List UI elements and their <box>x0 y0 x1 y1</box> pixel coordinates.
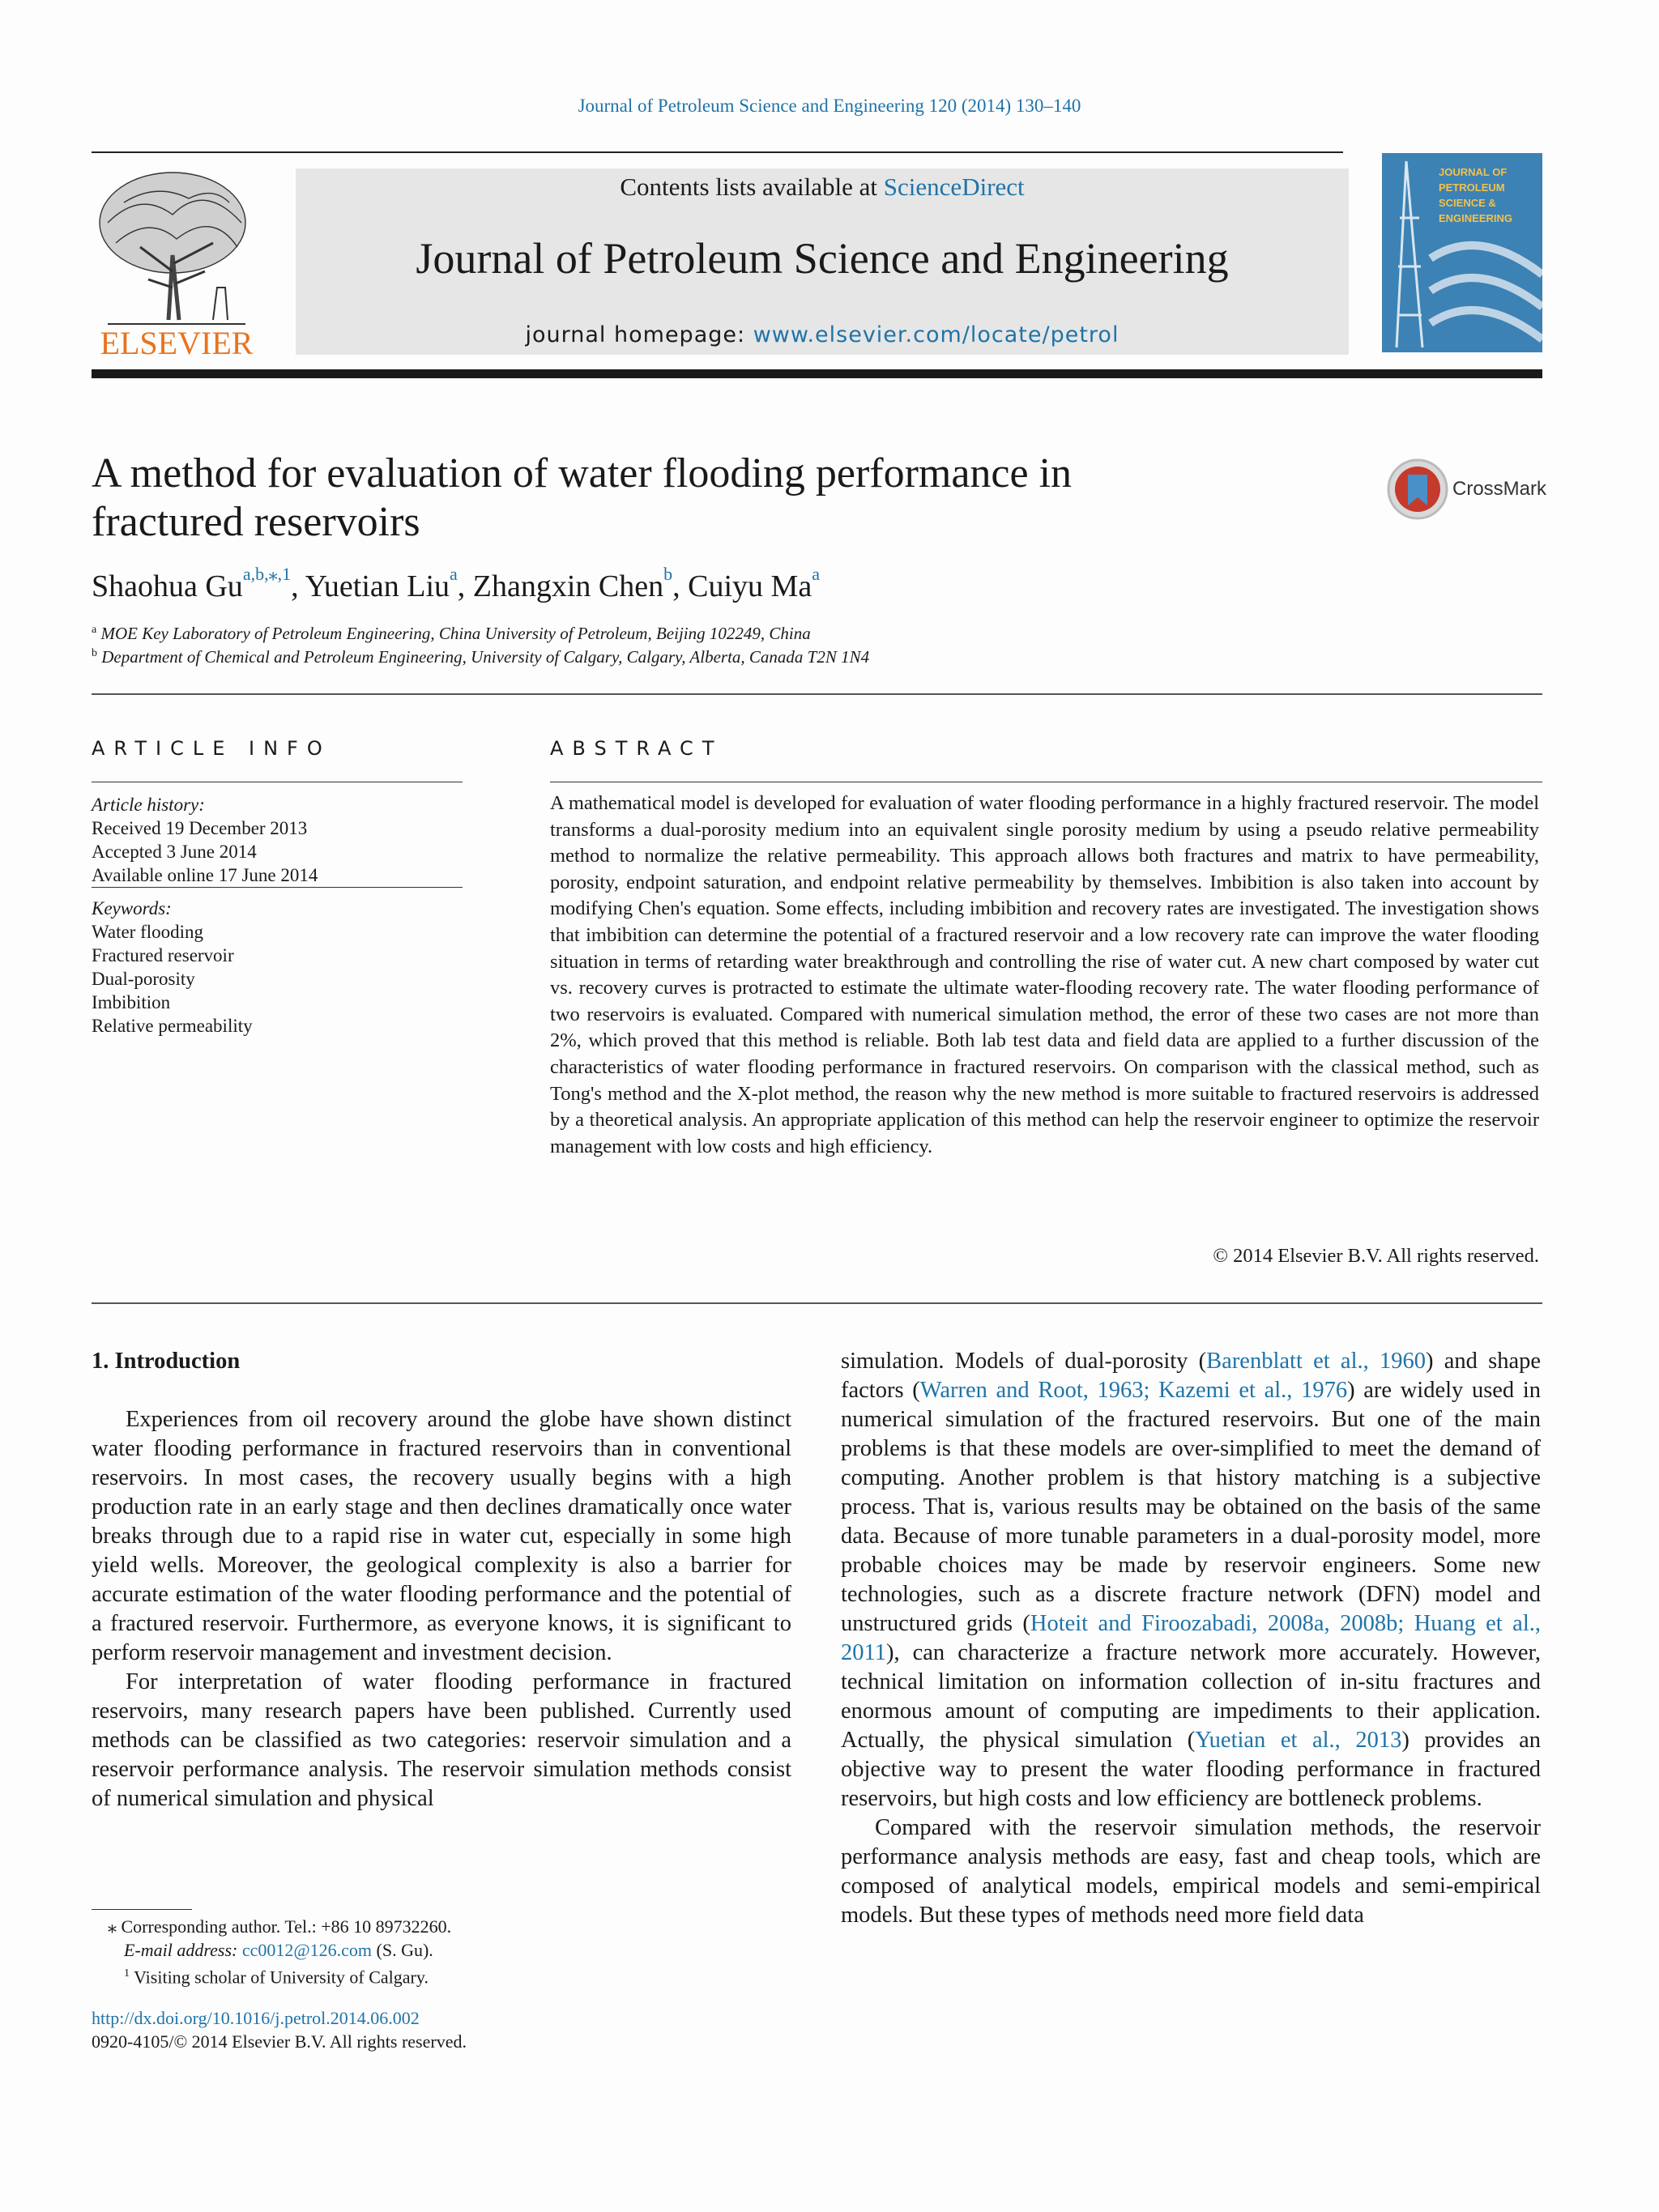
author[interactable]: Shaohua $Gu^{a,b,⁎,1}$, <box>92 564 305 603</box>
affiliation-b <box>92 647 869 667</box>
reference-link[interactable]: Warren and Root, 1963; Kazemi et al., 1976 <box>919 1378 1348 1403</box>
title-line-1: A method for evaluation of water flooding performance in <box>92 450 1073 497</box>
footnote-corresponding: ⁎ Corresponding author. Tel.: +86 10 89732260. <box>108 1916 452 1937</box>
reference-link[interactable]: Hoteit and Firoozabadi, 2008a, 2008b; Huang et al., 2011 <box>841 1611 1541 1665</box>
affiliation-a <box>92 624 811 644</box>
cover-text: JOURNAL OF PETROLEUM SCIENCE & ENGINEERING <box>1439 166 1513 224</box>
contents-line <box>296 168 1349 206</box>
homepage-link[interactable]: www.elsevier.com/locate/petrol <box>753 322 1120 347</box>
issn-line: 0920-4105/© 2014 Elsevier B.V. All rights reserved. <box>92 2031 467 2052</box>
article-info-heading: ARTICLE INFO <box>92 737 331 760</box>
accepted-date: Accepted 3 June 2014 <box>92 842 257 862</box>
homepage-prefix: journal homepage: <box>525 322 753 347</box>
affiliation-mark: b <box>92 647 97 659</box>
journal-homepage <box>296 322 1349 347</box>
intro-paragraph: Compared with the reservoir simulation methods, the reservoir performance analysis methods are easy, fast and cheap tools, which are composed of analytical models, empirical models and semi-empirical models. But these types of methods need more field data <box>841 1815 1541 1928</box>
publisher-logo-text: ELSEVIER <box>100 325 254 360</box>
elsevier-logo <box>92 166 262 360</box>
author[interactable]: Cuiyu Ma$^a$ <box>688 564 820 603</box>
author[interactable]: Yuetian Liu$^a$, <box>305 564 473 603</box>
email-link[interactable]: cc0012@126.com <box>241 1940 373 1960</box>
reference-link[interactable]: Barenblatt et al., 1960 <box>1206 1349 1426 1374</box>
affiliation-text: Department of Chemical and Petroleum Engineering, University of Calgary, Calgary, Alberta, Canada T2N 1N4 <box>101 647 870 667</box>
journal-banner <box>296 168 1349 355</box>
doi-link[interactable]: http://dx.doi.org/10.1016/j.petrol.2014.06.002 <box>92 2008 420 2029</box>
divider <box>92 693 1542 695</box>
article-title <box>92 450 1209 547</box>
online-date: Available online 17 June 2014 <box>92 865 318 885</box>
elsevier-tree-icon <box>92 166 262 360</box>
author-affiliation-mark[interactable]: b <box>663 564 673 584</box>
contents-prefix: Contents lists available at <box>620 173 884 201</box>
abstract-copyright: © 2014 Elsevier B.V. All rights reserved. <box>1213 1245 1539 1267</box>
header-rule <box>92 151 1343 153</box>
intro-paragraph: For interpretation of water flooding performance in fractured reservoirs, many research papers have been published. Currently used methods can be classified as two categories: reservoir simulation and a reservoir performance analysis. The reservoir simulation methods consist of numerical simulation and physical <box>92 1669 791 1811</box>
journal-cover-thumbnail[interactable] <box>1382 153 1542 352</box>
author[interactable]: Zhangxin Chen$^b$, <box>472 564 689 603</box>
crossmark-badge[interactable] <box>1387 457 1547 523</box>
author-list <box>92 564 820 604</box>
journal-citation[interactable]: Journal of Petroleum Science and Engineering 120 (2014) 130–140 <box>578 96 1081 116</box>
abstract-text: A mathematical model is developed for evaluation of water flooding performance in a highly fractured reservoir. The model transforms a dual-porosity medium into an equivalent single porosity medium by using a pseudo relative permeability method to normalize the relative permeability. This approach allows both fractures and matrix to have permeability, porosity, endpoint saturation, and endpoint relative permeability by themselves. Imbibition is also taken into account by modifying Chen's equation. Some effects, including imbibition and recovery rates are investigated. The investigation shows that imbibition can determine the potential of a fractured reservoir and a low recovery rate can improve the water flooding situation in terms of retarding water breakthrough and controlling the rise of water cut. A new chart composed by water cut vs. recovery curves is protracted to estimate the ultimate water-flooding recovery rate. The water flooding performance of two reservoirs is evaluated. Compared with numerical simulation method, the error of these two cases are not more than 2%, which proved that this method is reliable. Both lab test data and field data are applied to a further discussion of the characteristics of water flooding performance in fractured reservoirs. On comparison with the classical method, such as Tong's method and the X-plot method, the reason why the new method is more suitable to fractured reservoirs is addressed by a theoretical analysis. An appropriate application of this method can help the reservoir engineer to optimize the reservoir management with low costs and high efficiency. <box>550 792 1539 1157</box>
footnote-visiting: $^1$ Visiting scholar of University of Calgary. <box>124 1967 429 1988</box>
keyword: Relative permeability <box>92 1016 253 1036</box>
keyword: Dual-porosity <box>92 969 195 989</box>
keyword: Imbibition <box>92 992 171 1012</box>
footnote-rule <box>92 1909 192 1910</box>
affiliation-mark: a <box>92 624 97 636</box>
right-column <box>841 1347 1541 1930</box>
journal-title: Journal of Petroleum Science and Engineering <box>416 234 1229 283</box>
divider <box>92 1302 1542 1304</box>
article-info-panel <box>92 782 463 1038</box>
author-affiliation-mark[interactable]: a <box>450 564 458 584</box>
intro-paragraph: simulation. Models of dual-porosity (Barenblatt et al., 1960) and shape factors (Warren and Root, 1963; Kazemi et al., 1976) are widely used in numerical simulation of the fractured reservoirs. But one of the main problems is that these models are over-simplified to meet the demand of computing. Another problem is that history matching is a subjective process. That is, various results may be obtained on the basis of the same data. Because of more tunable parameters in a dual-porosity model, more probable choices may be made by reservoir engineers. Some new technologies, such as a discrete fracture network (DFN) model and unstructured grids (Hoteit and Firoozabadi, 2008a, 2008b; Huang et al., 2011), can characterize a fracture network more accurately. However, technical limitation on information collection of in-situ fractures and enormous amount of computing are impediments to their application. Actually, the physical simulation (Yuetian et al., 2013) provides an objective way to present the water flooding performance in fractured reservoirs, but high costs and low efficiency are bottleneck problems. <box>841 1349 1542 1811</box>
footnotes <box>92 1915 756 2053</box>
section-heading: 1. Introduction <box>92 1349 241 1374</box>
sciencedirect-link[interactable]: ScienceDirect <box>883 173 1025 201</box>
keyword: Water flooding <box>92 922 204 942</box>
keyword: Fractured reservoir <box>92 945 234 965</box>
title-line-2: fractured reservoirs <box>92 499 420 545</box>
intro-paragraph: Experiences from oil recovery around the globe have shown distinct water flooding performance in fractured reservoirs than in conventional reservoirs. In most cases, the recovery usually begins with a high production rate in an early stage and then declines dramatically once water breaks through due to a rapid rise in water cut, especially in some high yield wells. Moreover, the geological complexity is also a barrier for accurate estimation of the water flooding performance and the potential of a fractured reservoir. Furthermore, as everyone knows, it is significant to perform reservoir management and investment decision. <box>92 1407 791 1665</box>
reference-link[interactable]: Yuetian et al., 2013 <box>1195 1728 1402 1753</box>
left-column <box>92 1405 791 1813</box>
header-thick-bar <box>92 369 1542 378</box>
abstract-heading: ABSTRACT <box>550 737 723 760</box>
received-date: Received 19 December 2013 <box>92 818 308 838</box>
author-affiliation-mark[interactable]: a,b,⁎,1 <box>242 564 292 584</box>
history-label: Article history: <box>92 795 205 815</box>
keywords-label: Keywords: <box>92 898 172 918</box>
footnote-email: E-mail address: cc0012@126.com (S. Gu). <box>124 1940 433 1960</box>
crossmark-icon <box>1387 457 1452 522</box>
author-affiliation-mark[interactable]: a <box>812 564 820 584</box>
crossmark-label: CrossMark <box>1452 478 1547 500</box>
affiliation-text: MOE Key Laboratory of Petroleum Engineering, China University of Petroleum, Beijing 102249, China <box>100 624 811 643</box>
